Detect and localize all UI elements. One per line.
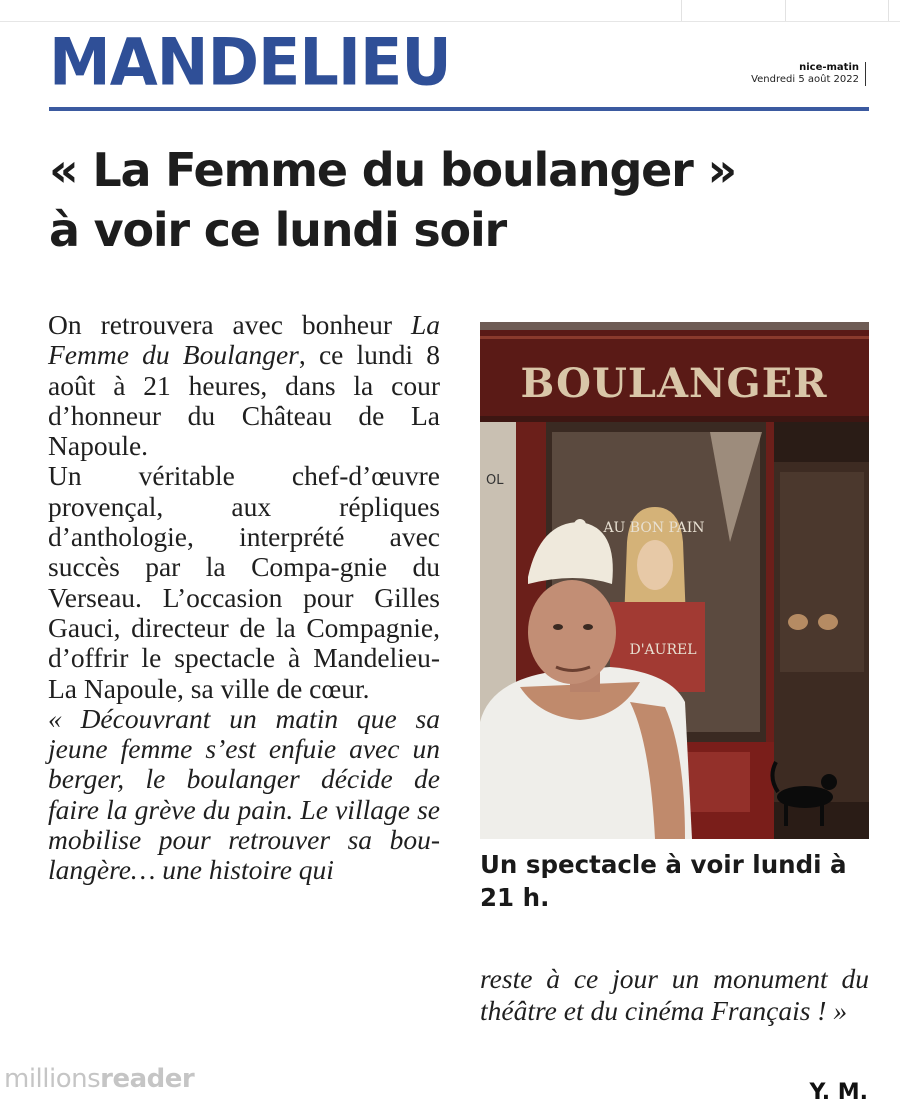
watermark: [4, 1064, 194, 1094]
top-bar-divider: [888, 0, 889, 21]
shop-sign-text: BOULANGER: [520, 360, 828, 407]
publication-date: Vendredi 5 août 2022: [751, 74, 859, 85]
wall-text: OL: [486, 473, 504, 488]
article-photo: [480, 322, 869, 839]
article-paragraph-1: [48, 310, 440, 461]
paragraph-1-start: On retrouvera avec bonheur: [48, 309, 411, 340]
top-bar-divider: [785, 0, 786, 21]
section-rule: [49, 107, 869, 111]
headline-line-1: « La Femme du boulanger »: [49, 143, 736, 197]
headline: [49, 140, 879, 260]
paragraph-1-end: , ce lundi 8 août à 21 heures, dans la cour d’honneur du Château de La Napoule.: [48, 339, 440, 462]
author-signature: Y. M.: [809, 1080, 868, 1105]
watermark-part-1: millions: [4, 1064, 101, 1094]
top-bar-divider: [681, 0, 682, 21]
synopsis-quote: « Découvrant un matin que sa jeune femme s’est enfuie avec un berger, le boulanger décide de faire la grève du pain. Le village se mobilise pour retrouver sa bou-langère… une histoire qui: [48, 702, 440, 886]
headline-line-2: à voir ce lundi soir: [49, 203, 507, 257]
bakery-photo-illustration: [480, 322, 869, 839]
synopsis-quote-continued: reste à ce jour un monument du théâtre et du cinéma Français ! »: [480, 963, 869, 1026]
article-body-left: [48, 310, 440, 886]
article-paragraph-2: Un véritable chef-d’œuvre provençal, aux répliques d’anthologie, interprété avec succès par la Compa-gnie du Verseau. L’occasion pour Gilles Gauci, directeur de la Compagnie, d’offrir le spectacle à Mandelieu-La Napoule, sa ville de cœur.: [48, 460, 440, 704]
watermark-part-2: reader: [100, 1064, 195, 1094]
photo-caption: Un spectacle à voir lundi à 21 h.: [480, 850, 847, 912]
newspaper-name: nice-matin: [799, 62, 859, 73]
window-text-top: AU BON PAIN: [603, 520, 705, 536]
masthead: [751, 62, 866, 86]
window-text-bottom: D'AUREL: [629, 642, 697, 658]
top-bar: [0, 0, 900, 22]
section-title: MANDELIEU: [49, 23, 451, 101]
play-title: La Femme du Boulanger: [48, 309, 440, 371]
